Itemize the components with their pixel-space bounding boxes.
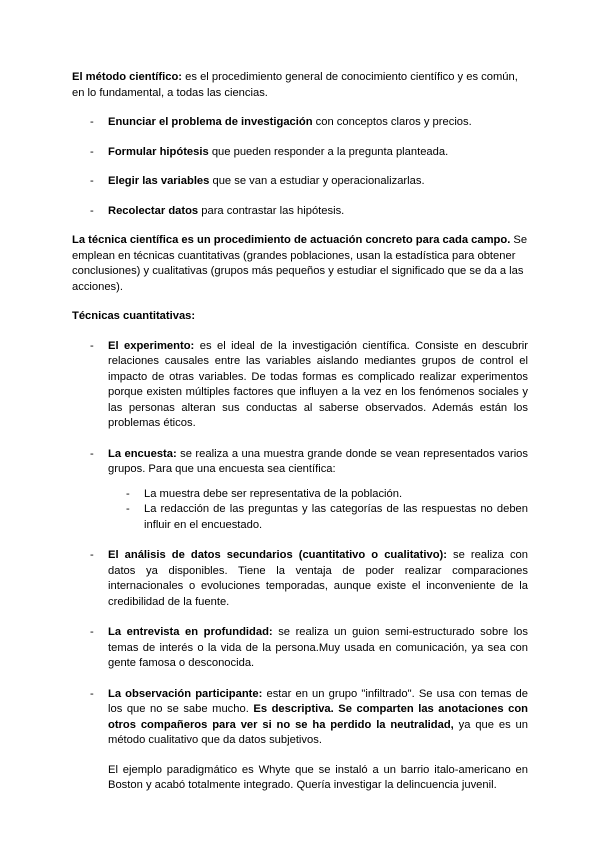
technique-title: El análisis de datos secundarios (cuantitativo o cualitativo): <box>108 549 447 561</box>
method-step <box>72 204 528 220</box>
method-step <box>72 145 528 161</box>
technique-text: se realiza con datos ya disponibles. Tiene la ventaja de poder realizar comparaciones internacionales o evoluciones temporadas, aunque existe el inconveniente de la credibilidad de la fuente. <box>108 549 528 608</box>
step-text: con conceptos claros y precios. <box>312 116 472 128</box>
document-page <box>72 70 528 809</box>
tecnica-bold: La técnica científica es un procedimiento de actuación concreto para cada campo. <box>72 234 511 246</box>
technique-text: se realiza un guion semi-estructurado sobre los temas de interés o la vida de la persona.Muy usada en comunicación, ya sea con gente famosa o desconocida. <box>108 626 529 669</box>
technique-analisis <box>72 548 528 610</box>
technique-text: es el ideal de la investigación científica. Consiste en descubrir relaciones causales entre las variables aislando mediantes grupos de control el impacto de otras variables. De todas formas es complicado realizar experimentos porque existen múltiples factores que influyen a la vez en los fenómenos sociales y las personas alteran sus conductas al saberse observados. Además están los problemas éticos. <box>108 339 529 429</box>
section-heading-text: Técnicas cuantitativas: <box>72 310 196 322</box>
technique-observacion <box>72 687 528 794</box>
step-text: para contrastar las hipótesis. <box>198 204 345 217</box>
step-text: que se van a estudiar y operacionalizarlas. <box>209 175 425 187</box>
intro-term: El método científico: <box>72 71 183 83</box>
step-bold: Enunciar el problema de investigación <box>108 116 313 128</box>
technique-text: estar en un grupo "infiltrado". Se usa con temas de los que no se sabe mucho. <box>108 687 528 715</box>
tecnica-text: Se emplean en técnicas cuantitativas (grandes poblaciones, usan la estadística para obtener conclusiones) y cualitativas (grupos más pequeños y estudiar el significado que se da a las acciones). <box>72 234 528 293</box>
sub-item: - La muestra debe ser representativa de la población. <box>108 487 528 503</box>
technique-bold-sentence: Es descriptiva. Se comparten las anotaciones con otros compañeros para ver si no se ha perdido la neutralidad, <box>108 703 528 731</box>
encuesta-sublist <box>108 487 528 534</box>
step-bold: Recolectar datos <box>108 204 199 217</box>
technique-title: La encuesta: <box>108 447 177 460</box>
technique-entrevista <box>72 625 528 672</box>
intro-text: es el procedimiento general de conocimiento científico y es común, en lo fundamental, a todas las ciencias. <box>72 71 518 99</box>
method-step <box>72 115 528 131</box>
sub-item: - La redacción de las preguntas y las categorías de las respuestas no deben influir en el encuestado. <box>108 502 528 533</box>
section-heading <box>72 309 528 325</box>
technique-text: ya que es un método cualitativo que da datos subjetivos. <box>108 718 528 746</box>
step-text: que pueden responder a la pregunta planteada. <box>208 145 449 158</box>
step-bold: Elegir las variables <box>108 175 210 187</box>
technique-experimento <box>72 339 528 432</box>
technique-title: La entrevista en profundidad: <box>108 626 273 638</box>
technique-title: La observación participante: <box>108 687 263 700</box>
quantitative-techniques-list <box>72 339 528 794</box>
method-step <box>72 174 528 190</box>
observacion-example: El ejemplo paradigmático es Whyte que se instaló a un barrio italo-americano en Boston y acabó totalmente integrado. Quería investigar la delincuencia juvenil. <box>108 763 528 791</box>
tecnica-paragraph <box>72 233 528 295</box>
technique-text: se realiza a una muestra grande donde se vean representados varios grupos. Para que una encuesta sea científica: <box>108 447 528 475</box>
technique-encuesta <box>72 447 528 534</box>
intro-paragraph <box>72 70 528 101</box>
technique-title: El experimento: <box>108 339 195 352</box>
step-bold: Formular hipótesis <box>108 145 209 158</box>
method-steps-list <box>72 115 528 219</box>
